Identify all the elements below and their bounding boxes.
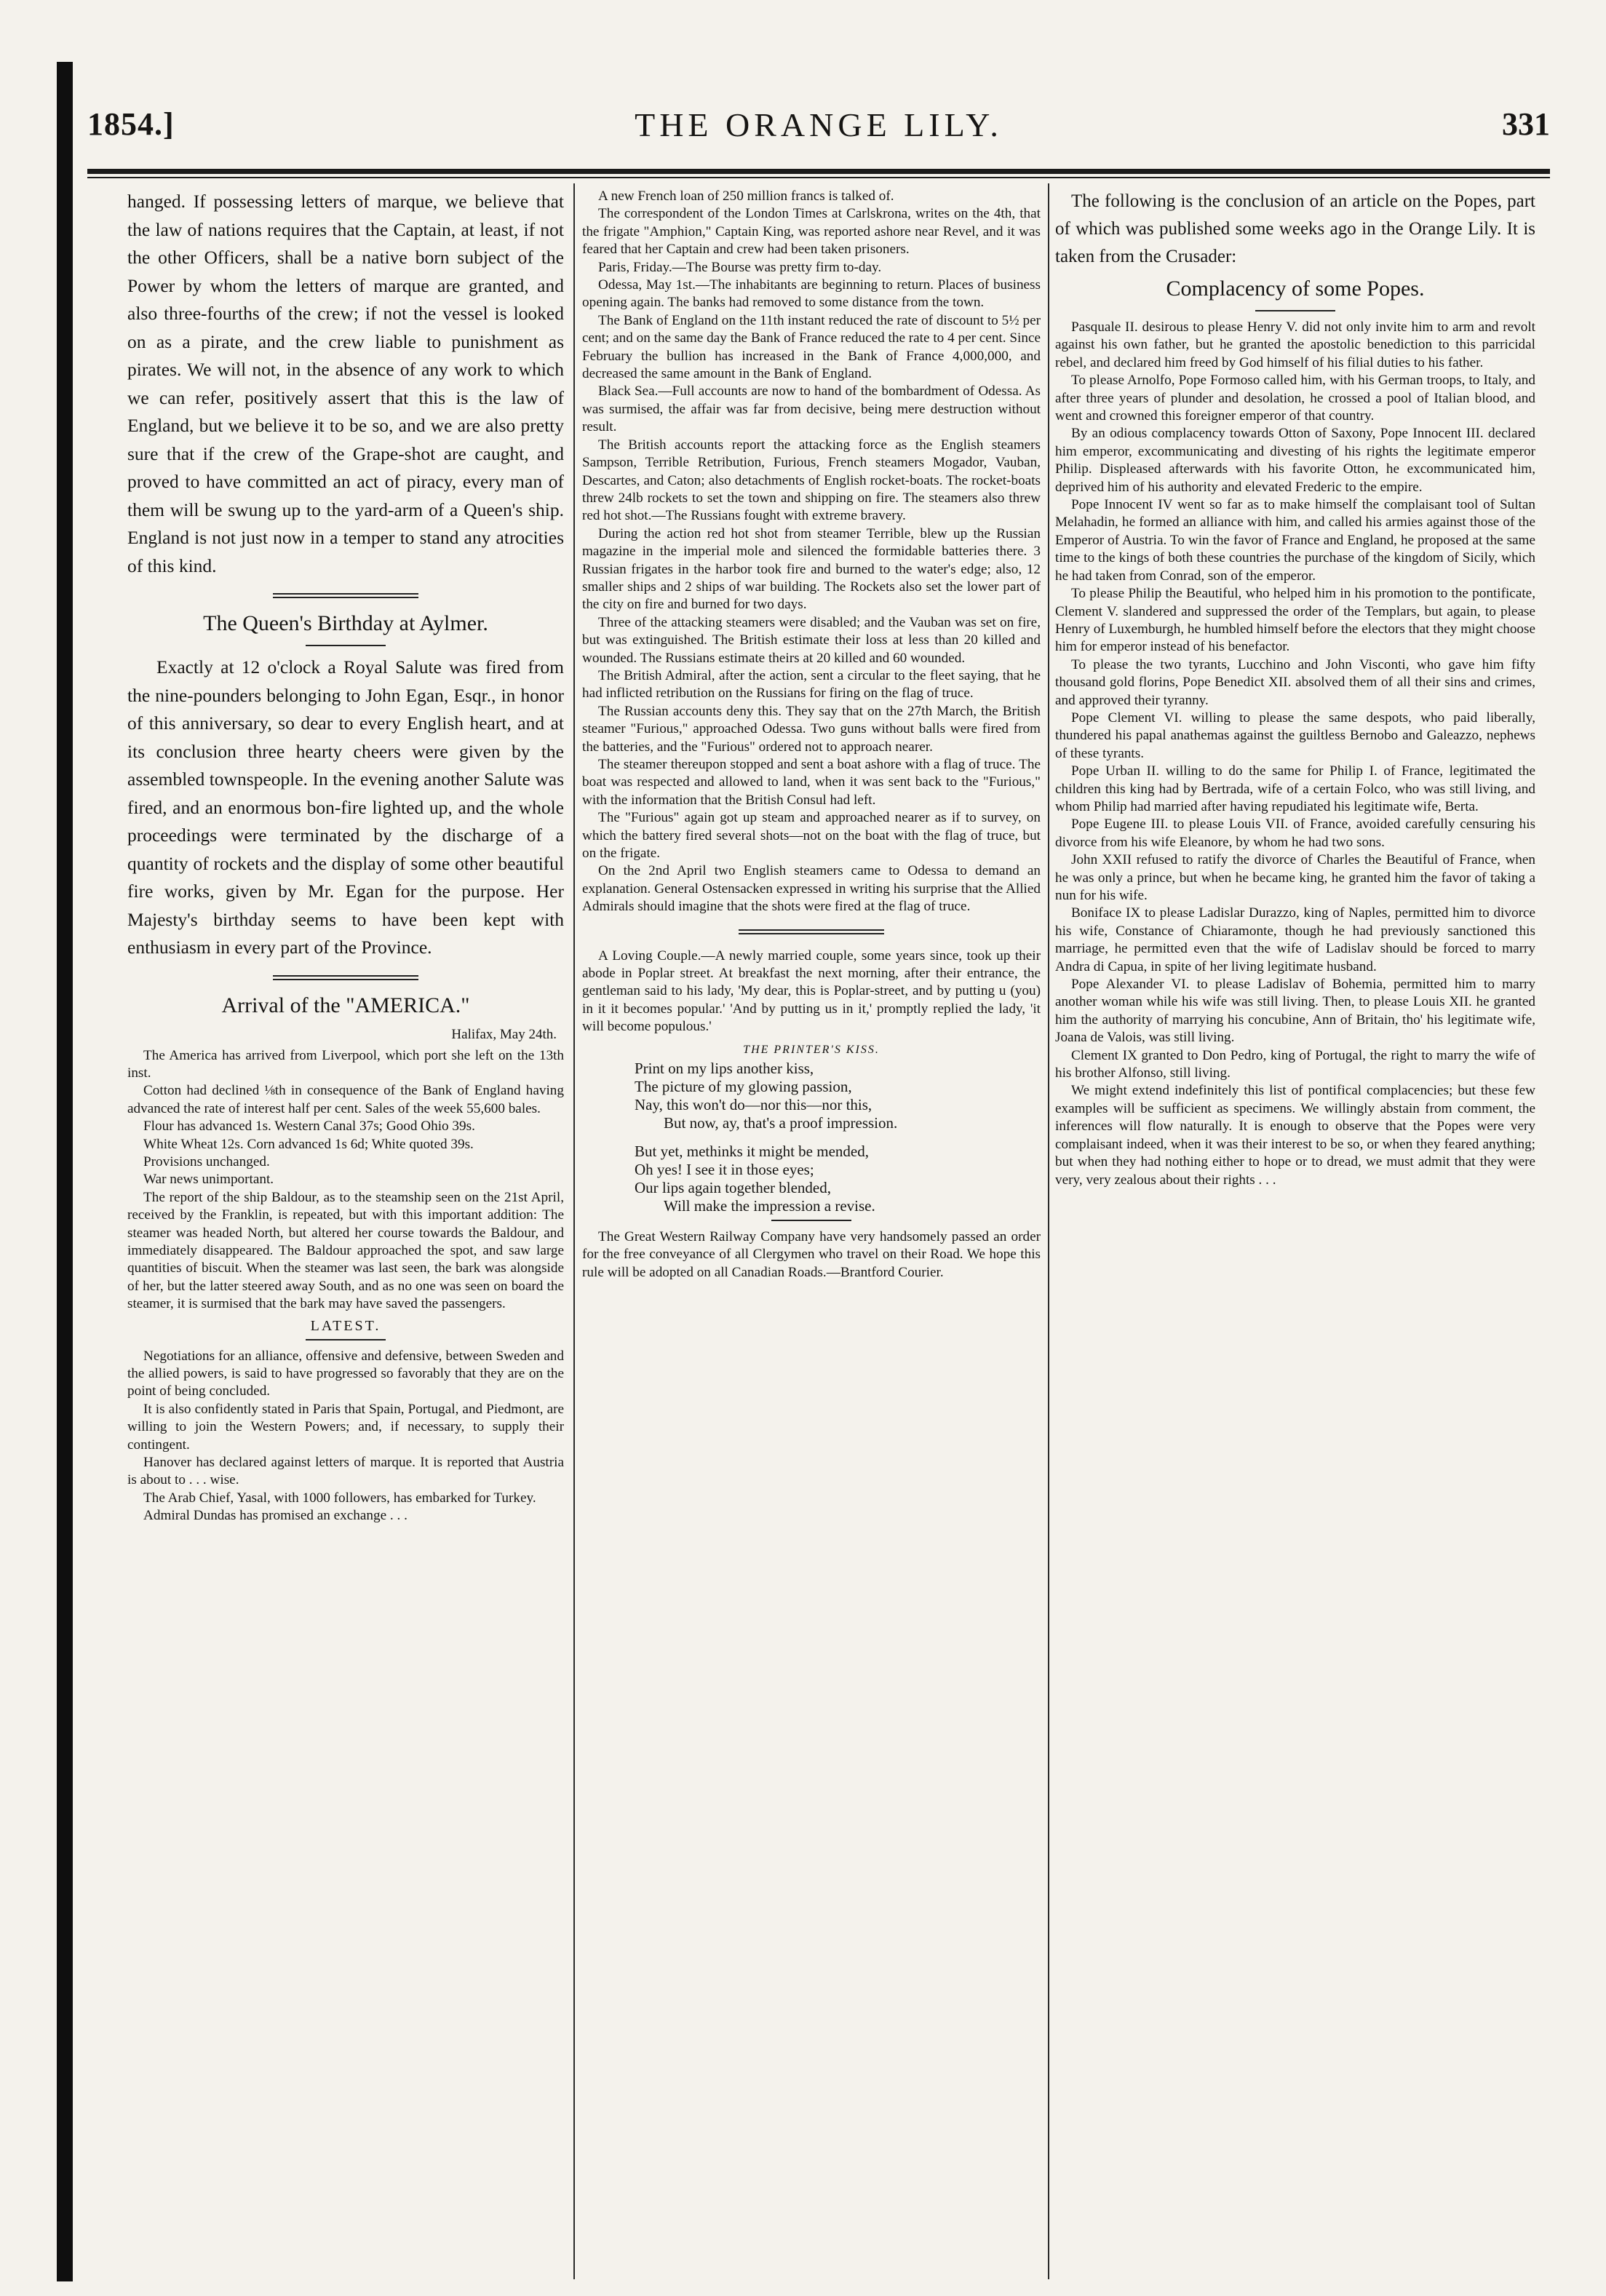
birthday-heading: The Queen's Birthday at Aylmer. [203, 611, 488, 635]
america-heading: Arrival of the "AMERICA." [221, 993, 470, 1017]
column-separator [1048, 183, 1049, 2279]
poem-line: The picture of my glowing passion, [635, 1077, 852, 1095]
news-paragraph: A new French loan of 250 million francs is talked of. [598, 188, 894, 204]
news-paragraph: On the 2nd April two English steamers came to Odessa to demand an explanation. General Ostensacken expressed in writing his surprise that the Allied Admirals should imagine that the shots were fired at the flag of truce. [582, 863, 1041, 915]
news-paragraph: The Russian accounts deny this. They say that on the 27th March, the British steamer "Furious," approached Odessa. Two guns without balls were fired from the batteries, and the "Furious" ordered not to approach nearer. [582, 703, 1041, 755]
poem-title: THE PRINTER'S KISS. [743, 1043, 880, 1056]
popes-paragraph: Pope Clement VI. willing to please the same despots, who paid liberally, thundered his papal anathemas against the guiltless Bernobo and Galeazzo, nephews of these tyrants. [1055, 710, 1535, 761]
poem-line: But yet, methinks it might be mended, [635, 1142, 869, 1160]
popes-paragraph: To please the two tyrants, Lucchino and John Visconti, who gave him fifty thousand gold florins, Pope Benedict XII. absolved them of all their sins and crimes, and approved their tyranny. [1055, 656, 1535, 708]
poem [582, 1060, 1041, 1215]
poem-line: But now, ay, that's a proof impression. [664, 1113, 898, 1132]
popes-paragraph: By an odious complacency towards Otton of Saxony, Pope Innocent III. declared him emperor, excommunicating and divesting of his rights the legitimate emperor Philip. Displeased afterwards with his favorite Otton, he excommunicated him, deprived him of his authority and elevated Frederic to the empire. [1055, 426, 1535, 495]
column-2 [582, 188, 1041, 2284]
header-rule-thick [87, 169, 1550, 174]
popes-paragraph: To please Arnolfo, Pope Formoso called him, with his German troops, to Italy, and after three years of plunder and desolation, he crossed a pool of Italian blood, and went and crowned this foreigner emperor of that country. [1055, 373, 1535, 424]
column-3 [1055, 188, 1535, 2284]
binding-edge [57, 62, 73, 2281]
section-divider [273, 975, 418, 980]
piracy-paragraph: hanged. If possessing letters of marque, we believe that the law of nations requires that the Captain, at least, if not the other Officers, shall be a native born subject of the Power by whom the letters of marque are granted, and also three-fourths of the crew; if not the vessel is looked on as a pirate, and the crew liable to punishment as pirates. We will not, in the absence of any work to which we can refer, positively assert that this is the law of England, but we believe it to be so, and we are also pretty sure that if the crew of the Grape-shot are caught, and proved to have committed an act of piracy, every man of them will be swung up to the yard-arm of a Queen's ship. England is not just now in a temper to stand any atrocities of this kind. [127, 191, 564, 576]
heading-dash [306, 1339, 386, 1340]
poem-line: Print on my lips another kiss, [635, 1059, 814, 1077]
popes-paragraph: Clement IX granted to Don Pedro, king of Portugal, the right to marry the wife of his brother Alfonso, still living. [1055, 1047, 1535, 1081]
heading-dash [771, 1220, 851, 1221]
loving-couple-paragraph: A Loving Couple.—A newly married couple, some years since, took up their abode in Poplar street. At breakfast the next morning, after their entrance, the gentleman said to his lady, 'My dear, this is Poplar-street, and by putting u (you) in it it becomes popular.' 'And by putting us in it,' promptly replied the lady, 'it will become populous.' [582, 948, 1041, 1035]
heading-dash [306, 645, 386, 646]
section-divider [273, 593, 418, 598]
column-1 [127, 188, 564, 2284]
news-paragraph: The correspondent of the London Times at Carlskrona, writes on the 4th, that the frigate "Amphion," Captain King, was reported ashore near Revel, and it was feared that her Captain and crew had been taken prisoners. [582, 206, 1041, 258]
popes-paragraph: Boniface IX to please Ladislar Durazzo, king of Naples, permitted him to divorce his wife, Constance of Chiaramonte, though he had previously sanctioned this marriage, he permitted even that the wife of Ladislav should be forced to marry Andra di Capua, in spite of her living legitimate husband. [1055, 905, 1535, 974]
news-paragraph: The Bank of England on the 11th instant reduced the rate of discount to 5½ per cent; and on the same day the Bank of France reduced the rate to 4 per cent. Since February the bullion has increased in the Bank of France 4,000,000, and decreased the same amount in the Bank of England. [582, 312, 1041, 382]
latest-paragraph: Hanover has declared against letters of marque. It is reported that Austria is about to . . . wise. [127, 1455, 564, 1488]
latest-paragraph: Negotiations for an alliance, offensive and defensive, between Sweden and the allied powers, is said to have progressed so favorably that they are on the point of being concluded. [127, 1348, 564, 1399]
column-separator [573, 183, 575, 2279]
header-year: 1854.] [87, 106, 175, 142]
america-paragraph: Provisions unchanged. [143, 1153, 270, 1169]
news-paragraph: Three of the attacking steamers were disabled; and the Vauban was set on fire, but was extinguished. The British estimate their loss at less than 20 killed and wounded. The Russians estimate theirs at 20 killed and 60 wounded. [582, 614, 1041, 666]
news-paragraph: Black Sea.—Full accounts are now to hand of the bombardment of Odessa. As was surmised, the affair was far from decisive, being mere destruction without result. [582, 384, 1041, 435]
america-paragraph: The report of the ship Baldour, as to the steamship seen on the 21st April, received by the Franklin, is repeated, but with this important addition: The steamer was headed North, but altered her course towards the Baldour, and immediately disappeared. The Baldour approached the spot, and saw large quantities of biscuit. When the steamer was last seen, the bark was alongside of her, but the latter steered away South, and as no one was seen on board the steamer, it is surmised that the bark may have saved the passengers. [127, 1189, 564, 1312]
page-header [87, 106, 1550, 156]
poem-line: Our lips again together blended, [635, 1178, 832, 1196]
birthday-paragraph: Exactly at 12 o'clock a Royal Salute was fired from the nine-pounders belonging to John Egan, Esqr., in honor of this anniversary, so dear to every English heart, and at its conclusion three hearty cheers were given by the assembled townspeople. In the evening another Salute was fired, and an enormous bon-fire lighted up, and the whole proceedings were terminated by the discharge of a quantity of rockets and the display of some other beautiful fire works, given by Mr. Egan for the purpose. Her Majesty's birthday seems to have been kept with enthusiasm in every part of the Province. [127, 656, 564, 958]
news-paragraph: The British Admiral, after the action, sent a circular to the fleet saying, that he had inflicted retribution on the Russians for firing on the flag of truce. [582, 667, 1041, 702]
popes-paragraph: Pope Innocent IV went so far as to make himself the complaisant tool of Sultan Melahadin, he formed an alliance with him, and called his armies against those of the Emperor of Austria. To win the favor of France and England, he proposed at the same time to the kings of both these countries the purchase of the kingdom of Sicily, which he had taken from Conrad, son of the emperor. [1055, 497, 1535, 584]
america-paragraph: War news unimportant. [143, 1172, 274, 1188]
header-rule-thin [87, 177, 1550, 178]
latest-heading: LATEST. [310, 1317, 381, 1334]
america-paragraph: The America has arrived from Liverpool, which port she left on the 13th inst. [127, 1047, 564, 1081]
page-number: 331 [1502, 106, 1550, 142]
popes-heading: Complacency of some Popes. [1166, 277, 1425, 301]
popes-paragraph: Pasquale II. desirous to please Henry V. did not only invite him to arm and revolt against his own father, but he granted the apostolic benediction to this parricidal rebel, and declared him freed by God himself of his filial duties to his father. [1055, 319, 1535, 370]
latest-paragraph: The Arab Chief, Yasal, with 1000 followers, has embarked for Turkey. [143, 1490, 536, 1506]
news-paragraph: Odessa, May 1st.—The inhabitants are beginning to return. Places of business opening again. The banks had removed to some distance from the town. [582, 277, 1041, 311]
poem-line: Will make the impression a revise. [664, 1196, 875, 1215]
heading-dash [1255, 310, 1335, 311]
popes-paragraph: Pope Eugene III. to please Louis VII. of France, avoided carefully censuring his divorce from his wife Eleanore, by whom he had two sons. [1055, 817, 1535, 850]
news-paragraph: The steamer thereupon stopped and sent a boat ashore with a flag of truce. The boat was respected and allowed to land, when it was sent back to the "Furious," with the information that the British Consul had left. [582, 757, 1041, 808]
popes-intro-paragraph: The following is the conclusion of an article on the Popes, part of which was published some weeks ago in the Orange Lily. It is taken from the Crusader: [1055, 191, 1535, 266]
popes-paragraph: Pope Urban II. willing to do the same for Philip I. of France, legitimated the children this king had by Bertrada, wife of a certain Folco, who was still living, and whom Philip had married after having repudiated his legitimate wife, Berta. [1055, 763, 1535, 814]
news-paragraph: During the action red hot shot from steamer Terrible, blew up the Russian magazine in the imperial mole and silenced the formidable batteries there. 3 Russian frigates in the harbor took fire and burned to the water's edge; also, 12 smaller ships and 2 ships of war building. The Rockets also set the lower part of the city on fire and burned for two days. [582, 525, 1041, 613]
america-paragraph: Cotton had declined ⅛th in consequence of the Bank of England having advanced the rate of interest half per cent. Sales of the week 55,600 bales. [127, 1083, 564, 1116]
america-paragraph: White Wheat 12s. Corn advanced 1s 6d; White quoted 39s. [143, 1136, 474, 1152]
popes-paragraph: We might extend indefinitely this list of pontifical complacencies; but these few examples will be sufficient as specimens. We willingly abstain from comment, the inferences will flow naturally. It is enough to observe that the Popes were very complaisant indeed, when it was their interest to be so, or when they feared anything; but when they had nothing either to hope or to dread, we must admit that they were very, very zealous about their rights . . . [1055, 1083, 1535, 1188]
poem-line: Oh yes! I see it in those eyes; [635, 1160, 814, 1178]
news-paragraph: Paris, Friday.—The Bourse was pretty firm to-day. [598, 259, 882, 275]
latest-paragraph: Admiral Dundas has promised an exchange . . . [143, 1508, 408, 1524]
america-paragraph: Flour has advanced 1s. Western Canal 37s; Good Ohio 39s. [143, 1119, 475, 1135]
news-paragraph: The "Furious" again got up steam and approached nearer as if to survey, on which the battery fired several shots—not on the boat with the flag of truce, but on the frigate. [582, 810, 1041, 862]
popes-paragraph: To please Philip the Beautiful, who helped him in his promotion to the pontificate, Clement V. slandered and suppressed the order of the Templars, but again, to please Henry of Luxemburgh, he humbled himself before the electors that they might choose him for emperor instead of his benefactor. [1055, 586, 1535, 655]
news-paragraph: The British accounts report the attacking force as the English steamers Sampson, Terrible Retribution, Furious, French steamers Mogador, Vauban, Descartes, and Caton; also detachments of English rocket-boats. The rocket-boats threw 24lb rockets to set the town and shipping on fire. The steamers also threw red hot shot.—The Russians fought with extreme bravery. [582, 437, 1041, 524]
section-divider [739, 929, 884, 934]
america-dateline: Halifax, May 24th. [451, 1026, 557, 1042]
popes-paragraph: John XXII refused to ratify the divorce of Charles the Beautiful of France, when he was only a prince, but when he became king, he granted him the favor of taking a nun for his wife. [1055, 852, 1535, 903]
poem-line: Nay, this won't do—nor this—nor this, [635, 1095, 872, 1113]
publication-title: THE ORANGE LILY. [635, 106, 1003, 143]
popes-paragraph: Pope Alexander VI. to please Ladislav of Bohemia, permitted him to marry another woman while his wife was still living. Then, to please Louis XII. he granted him the authority of marrying his concubine, Ann of Britain, tho' his legitimate wife, Joana de Valois, was still living. [1055, 977, 1535, 1046]
railway-paragraph: The Great Western Railway Company have very handsomely passed an order for the free conveyance of all Clergymen who travel on their Road. We hope this rule will be adopted on all Canadian Roads.—Brantford Courier. [582, 1228, 1041, 1280]
latest-paragraph: It is also confidently stated in Paris that Spain, Portugal, and Piedmont, are willing to join the Western Powers; and, if necessary, to supply their contingent. [127, 1401, 564, 1453]
